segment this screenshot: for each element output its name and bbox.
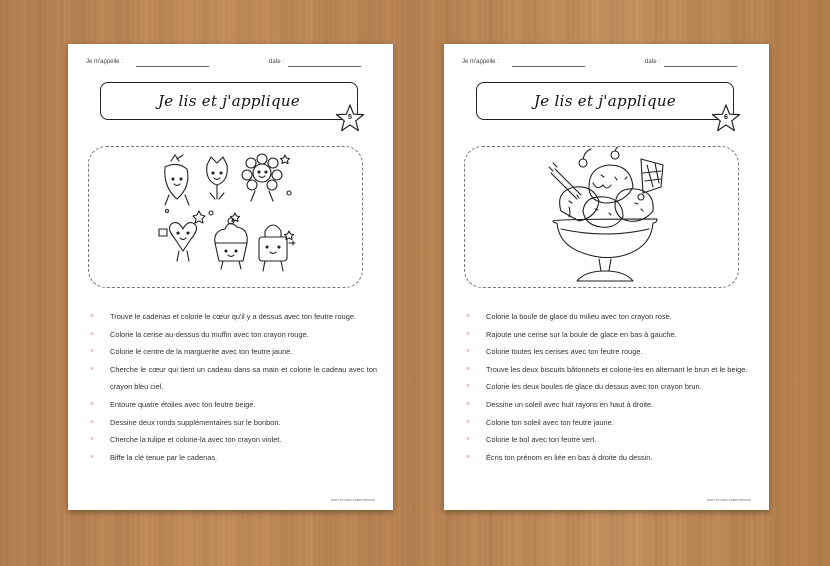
- heart-bullet-icon: ♥: [90, 453, 95, 461]
- ice-cream-sundae-icon: [465, 147, 738, 287]
- heart-bullet-icon: ♥: [90, 313, 95, 320]
- instruction-text: Trouve les deux biscuits bâtonnets et colorie-les en alternant le brun et le beige.: [486, 364, 748, 374]
- worksheet-title: Je lis et j'applique: [157, 92, 301, 110]
- heart-bullet-icon: ♥: [90, 348, 95, 356]
- heart-bullet-icon: ♥: [466, 418, 471, 426]
- heart-bullet-icon: ♥: [466, 383, 471, 391]
- name-label: Je m'appelle :: [462, 59, 499, 65]
- instruction-text: Colorie les deux boules de glace du dessus avec ton crayon brun.: [486, 382, 702, 392]
- instruction-item: [466, 326, 753, 344]
- instruction-item: [466, 396, 753, 414]
- instruction-text: Entoure quatre étoiles avec ton feutre beige.: [110, 399, 256, 409]
- instruction-item: [466, 361, 753, 379]
- heart-bullet-icon: ♥: [466, 400, 471, 408]
- instruction-item: [466, 378, 753, 396]
- credit-text: mon-et-mes-experimente: [706, 498, 751, 502]
- heart-bullet-icon: ♥: [90, 400, 95, 408]
- title-box: [100, 82, 358, 120]
- instruction-text: Dessine deux ronds supplémentaires sur le bonbon.: [110, 417, 281, 427]
- worksheet-6: [444, 44, 769, 510]
- instruction-item: [90, 396, 377, 414]
- worksheet-5: [68, 44, 393, 510]
- name-date-row: [462, 59, 751, 71]
- picture-frame: [88, 146, 363, 288]
- instruction-item: [90, 326, 377, 344]
- instruction-item: [466, 414, 753, 432]
- name-label: Je m'appelle :: [86, 59, 123, 65]
- instruction-item: [466, 308, 753, 326]
- picture-frame: [464, 146, 739, 288]
- instruction-item: [90, 361, 377, 396]
- name-line: [512, 66, 585, 67]
- heart-bullet-icon: ♥: [466, 330, 471, 338]
- date-label: date :: [645, 59, 661, 65]
- date-line: [288, 66, 361, 67]
- instruction-text: Colorie le centre de la marguerite avec ton feutre jaune.: [110, 347, 293, 357]
- instruction-item: [90, 414, 377, 432]
- date-line: [664, 66, 737, 67]
- instruction-text: Colorie ton soleil avec ton feutre jaune.: [486, 417, 614, 427]
- star-badge: [711, 104, 741, 134]
- name-line: [136, 66, 209, 67]
- instruction-text: Cherche le cœur qui tient un cadeau dans sa main et colorie le cadeau avec ton crayon bleu ciel.: [110, 364, 377, 392]
- instruction-item: [90, 343, 377, 361]
- heart-bullet-icon: ♥: [466, 365, 471, 373]
- instruction-item: [90, 449, 377, 467]
- instruction-text: Colorie la cerise au-dessus du muffin avec ton crayon rouge.: [110, 329, 309, 339]
- instruction-text: Colorie toutes les cerises avec ton feutre rouge.: [486, 347, 643, 357]
- instruction-text: Colorie le bol avec ton feutre vert.: [486, 435, 597, 445]
- heart-bullet-icon: ♥: [466, 348, 471, 356]
- instruction-text: Écris ton prénom en liée en bas à droite du dessin.: [486, 452, 653, 462]
- instruction-item: [90, 308, 377, 326]
- star-badge: [335, 104, 365, 134]
- instruction-text: Rajoute une cerise sur la boule de glace en bas à gauche.: [486, 329, 677, 339]
- worksheet-number: 5: [348, 114, 352, 121]
- title-box: [476, 82, 734, 120]
- instruction-text: Dessine un soleil avec huit rayons en haut à droite.: [486, 399, 654, 409]
- instruction-item: [466, 343, 753, 361]
- heart-bullet-icon: ♥: [90, 365, 95, 373]
- credit-text: mon-et-mes-experimente: [330, 498, 375, 502]
- doodle-characters-icon: [89, 147, 362, 287]
- instruction-list: [466, 308, 753, 466]
- heart-bullet-icon: ♥: [90, 330, 95, 338]
- instruction-text: Trouve le cadenas et colorie le cœur qu'il y a dessus avec ton feutre rouge.: [110, 312, 356, 321]
- heart-bullet-icon: ♥: [90, 436, 95, 444]
- instruction-list: [90, 308, 377, 466]
- instruction-text: Cherche la tulipe et colorie-la avec ton crayon violet.: [110, 435, 282, 445]
- name-date-row: [86, 59, 375, 71]
- heart-bullet-icon: ♥: [466, 436, 471, 444]
- heart-bullet-icon: ♥: [466, 313, 471, 320]
- instruction-item: [466, 431, 753, 449]
- instruction-item: [90, 431, 377, 449]
- worksheet-number: 6: [724, 114, 728, 121]
- heart-bullet-icon: ♥: [90, 418, 95, 426]
- instruction-text: Biffe la clé tenue par le cadenas.: [110, 452, 218, 462]
- heart-bullet-icon: ♥: [466, 453, 471, 461]
- date-label: date :: [269, 59, 285, 65]
- worksheet-title: Je lis et j'applique: [533, 92, 677, 110]
- instruction-item: [466, 449, 753, 467]
- instruction-text: Colorie la boule de glace du milieu avec ton crayon rose.: [486, 312, 672, 321]
